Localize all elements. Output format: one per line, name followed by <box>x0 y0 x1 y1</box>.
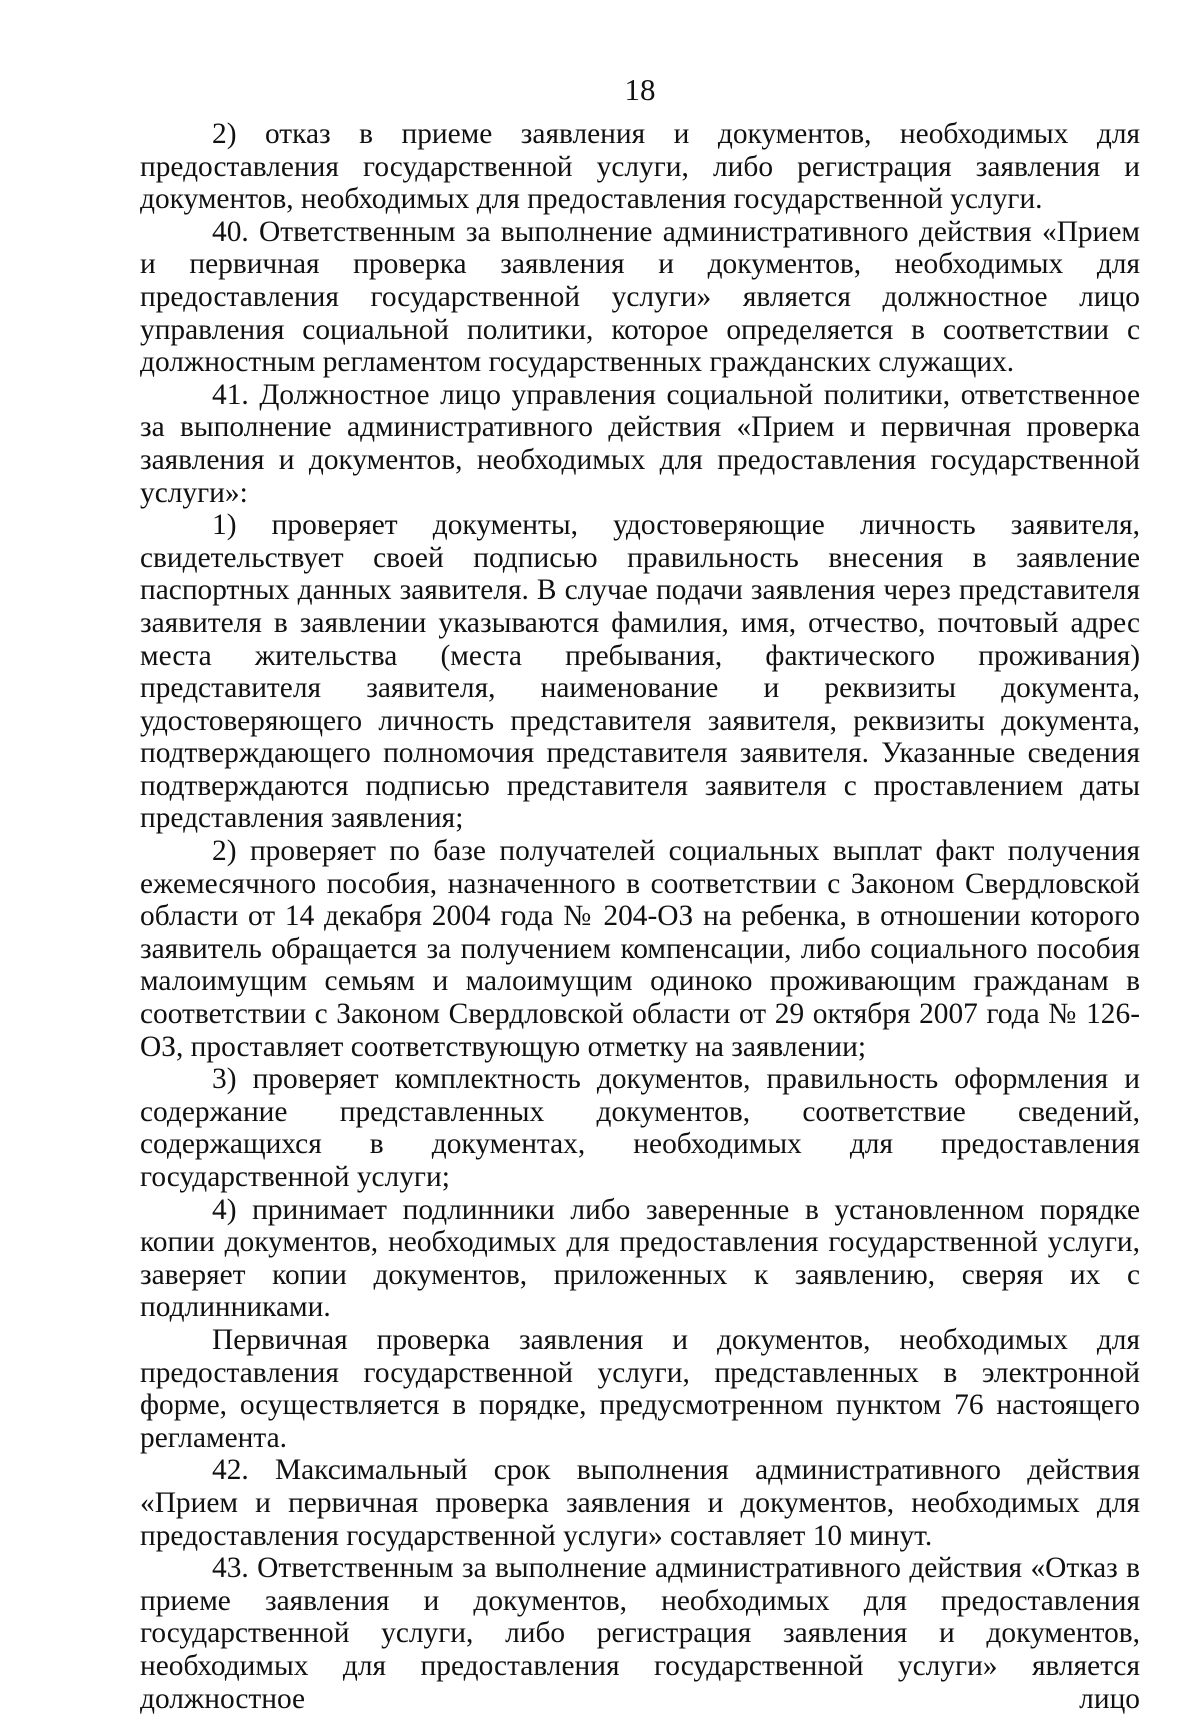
paragraph-42: 42. Максимальный срок выполнения административного действия «Прием и первичная проверка заявления и документов, необходимых для предоставления государственной услуги» составляет 10 минут. <box>140 1454 1140 1552</box>
paragraph-41-item-3: 3) проверяет комплектность документов, правильность оформления и содержание представленных документов, соответствие сведений, содержащихся в документах, необходимых для предоставления государственной услуги; <box>140 1063 1140 1193</box>
paragraph-41: 41. Должностное лицо управления социальной политики, ответственное за выполнение административного действия «Прием и первичная проверка заявления и документов, необходимых для предоставления государственной услуги»: <box>140 378 1140 509</box>
paragraph-41-item-1: 1) проверяет документы, удостоверяющие личность заявителя, свидетельствует своей подписью правильность внесения в заявление паспортных данных заявителя. В случае подачи заявления через представителя заявителя в заявлении указываются фамилия, имя, отчество, почтовый адрес места жительства (места пребывания, фактического проживания) представителя заявителя, наименование и реквизиты документа, удостоверяющего личность представителя заявителя, реквизиты документа, подтверждающего полномочия представителя заявителя. Указанные сведения подтверждаются подписью представителя заявителя с проставлением даты представления заявления; <box>140 509 1140 835</box>
paragraph-43: 43. Ответственным за выполнение административного действия «Отказ в приеме заявления и документов, необходимых для предоставления государственной услуги, либо регистрация заявления и документов, необходимых для предоставления государственной услуги» является должностное лицо <box>140 1552 1140 1715</box>
page-number: 18 <box>624 72 656 107</box>
paragraph-41-item-4: 4) принимает подлинники либо заверенные в установленном порядке копии документов, необходимых для предоставления государственной услуги, заверяет копии документов, приложенных к заявлению, сверяя их с подлинниками. <box>140 1193 1140 1324</box>
paragraph-item-2-refusal: 2) отказ в приеме заявления и документов, необходимых для предоставления государственной услуги, либо регистрация заявления и документов, необходимых для предоставления государственной услуги. <box>140 118 1140 216</box>
document-body <box>140 118 1140 1715</box>
paragraph-41-item-2: 2) проверяет по базе получателей социальных выплат факт получения ежемесячного пособия, назначенного в соответствии с Законом Свердловской области от 14 декабря 2004 года № 204-ОЗ на ребенка, в отношении которого заявитель обращается за получением компенсации, либо социального пособия малоимущим семьям и малоимущим одиноко проживающим гражданам в соответствии с Законом Свердловской области от 29 октября 2007 года № 126-ОЗ, проставляет соответствующую отметку на заявлении; <box>140 835 1140 1063</box>
paragraph-40: 40. Ответственным за выполнение административного действия «Прием и первичная проверка заявления и документов, необходимых для предоставления государственной услуги» является должностное лицо управления социальной политики, которое определяется в соответствии с должностным регламентом государственных гражданских служащих. <box>140 215 1140 379</box>
paragraph-electronic-check: Первичная проверка заявления и документов, необходимых для предоставления государственной услуги, представленных в электронной форме, осуществляется в порядке, предусмотренном пунктом 76 настоящего регламента. <box>140 1323 1140 1454</box>
